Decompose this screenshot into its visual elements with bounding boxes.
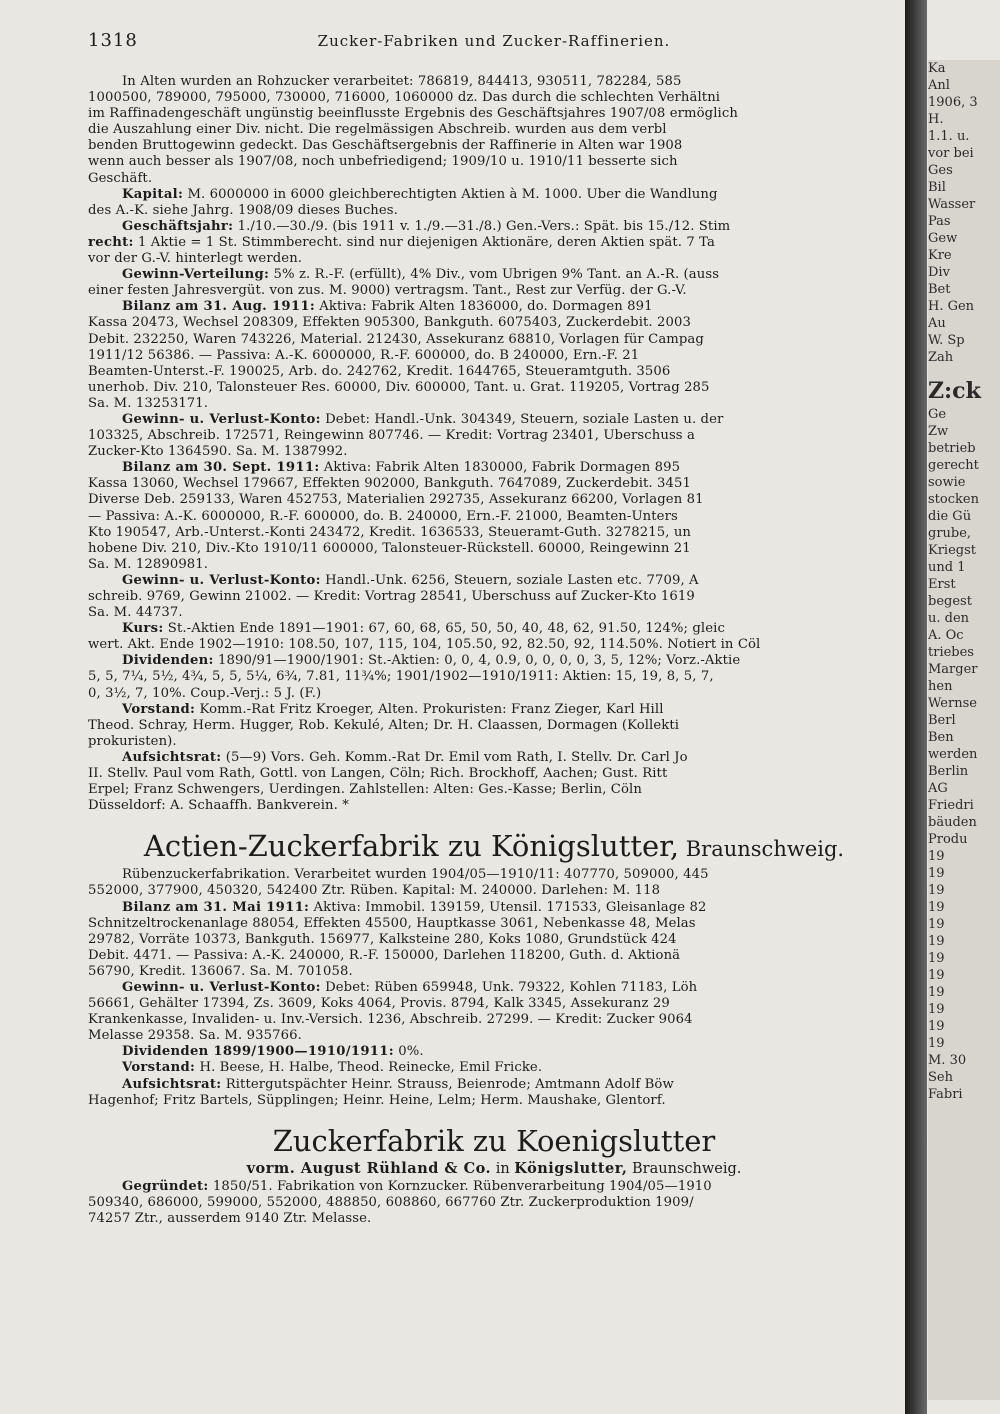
side-text-line: Wernse [928, 696, 977, 711]
entry-heading: Kapital: [122, 186, 184, 202]
line-text: 552000, 377900, 450320, 542400 Ztr. Rüben. Kapital: M. 240000. Darlehen: M. 118 [88, 883, 661, 899]
text-line [88, 348, 900, 364]
line-text: 1./10.—30./9. (bis 1911 v. 1./9.—31./8.) Gen.-Vers.: Spät. bis 15./12. Stim [233, 218, 731, 234]
side-text-line: betrieb [928, 441, 976, 456]
entry-heading: Geschäftsjahr: [122, 218, 234, 234]
text-line [88, 980, 900, 996]
side-text-line: vor bei [928, 146, 974, 161]
text-line [88, 964, 900, 980]
side-text-line: Friedri [928, 798, 974, 813]
line-text: hobene Div. 210, Div.-Kto 1910/11 600000, Talonsteuer-Rückstell. 60000, Reingewinn 21 [88, 540, 691, 556]
line-text: Kassa 13060, Wechsel 179667, Effekten 902000, Bankguth. 7647089, Zuckerdebit. 3451 [88, 476, 691, 492]
text-line [88, 621, 900, 637]
side-text-line: Gew [928, 231, 958, 246]
side-text-line: Kre [928, 248, 952, 263]
text-line [88, 299, 900, 315]
side-text-line: 19 [928, 951, 945, 966]
line-text: Zucker-Kto 1364590. Sa. M. 1387992. [88, 444, 348, 460]
side-text-line: sowie [928, 475, 966, 490]
side-text-line: 1906, 3 [928, 95, 978, 110]
line-text: St.-Aktien Ende 1891—1901: 67, 60, 68, 65, 50, 50, 40, 48, 62, 91.50, 124%; gleic [163, 621, 725, 637]
side-text-line: 19 [928, 917, 945, 932]
side-text-line: Wasser [928, 197, 976, 212]
line-text: Debet: Rüben 659948, Unk. 79322, Kohlen 71183, Löh [320, 979, 698, 995]
text-line [88, 541, 900, 557]
text-line [88, 187, 900, 203]
side-text-line: 1.1. u. [928, 129, 970, 144]
side-text-line: Div [928, 265, 950, 280]
line-text: In Alten wurden an Rohzucker verarbeitet: 786819, 844413, 930511, 782284, 585 [122, 74, 682, 89]
text-line [88, 444, 900, 460]
entry-heading: Gewinn- u. Verlust-Konto: [122, 979, 321, 995]
line-text: 56661, Gehälter 17394, Zs. 3609, Koks 4064, Provis. 8794, Kalk 3345, Assekuranz 29 [88, 996, 670, 1012]
side-text-line: 19 [928, 849, 945, 864]
text-line [88, 686, 900, 702]
text-line [88, 1028, 900, 1044]
line-text: Schnitzeltrockenanlage 88054, Effekten 45500, Hauptkasse 3061, Nebenkasse 48, Melas [88, 915, 696, 931]
line-text: H. Beese, H. Halbe, Theod. Reinecke, Emil Fricke. [195, 1060, 543, 1076]
side-text-line: 19 [928, 883, 945, 898]
line-text: Aktiva: Fabrik Alten 1830000, Fabrik Dormagen 895 [319, 460, 681, 476]
line-text: 1890/91—1900/1901: St.-Aktien: 0, 0, 4, 0.9, 0, 0, 0, 0, 3, 5, 12%; Vorz.-Aktie [213, 653, 741, 669]
side-text-line: 19 [928, 985, 945, 1000]
section-alten-report [88, 74, 900, 814]
line-text: Krankenkasse, Invaliden- u. Inv.-Versich. 1236, Abschreib. 27299. — Kredit: Zucker 9064 [88, 1012, 693, 1028]
line-text: Geschäft. [88, 170, 153, 186]
text-line [88, 219, 900, 235]
side-text-line: hen [928, 679, 953, 694]
text-line [88, 364, 900, 380]
entry-heading: Bilanz am 30. Sept. 1911: [122, 460, 320, 476]
text-line [88, 380, 900, 396]
section-zuckerfabrik-koenigslutter [88, 1179, 900, 1227]
side-text-line: Ges [928, 163, 953, 178]
line-text: Beamten-Unterst.-F. 190025, Arb. do. 242762, Kredit. 1644765, Steueramtguth. 3506 [88, 363, 671, 379]
company-title-text: Zuckerfabrik zu Koenigslutter [272, 1123, 716, 1158]
company-title-zuckerfabrik-koenigslutter [88, 1123, 900, 1159]
side-text-line: Pas [928, 214, 951, 229]
line-text: Sa. M. 12890981. [88, 556, 209, 572]
line-text: Hagenhof; Fritz Bartels, Süpplingen; Heinr. Heine, Lelm; Herm. Maushake, Glentorf. [88, 1092, 666, 1108]
entry-heading: Gegründet: [122, 1178, 209, 1194]
text-line [88, 734, 900, 750]
line-text: Melasse 29358. Sa. M. 935766. [88, 1028, 302, 1044]
text-line [88, 283, 900, 299]
text-line [88, 171, 900, 187]
line-text: benden Bruttogewinn gedeckt. Das Geschäftsergebnis der Raffinerie in Alten war 1908 [88, 138, 683, 154]
section-actien-zuckerfabrik [88, 867, 900, 1108]
side-text-line: Seh [928, 1070, 953, 1085]
entry-heading: Gewinn-Verteilung: [122, 267, 270, 283]
line-text: Theod. Schray, Herm. Hugger, Rob. Kekulé, Alten; Dr. H. Claassen, Dormagen (Kollekti [88, 717, 680, 733]
line-text: Rittergutspächter Heinr. Strauss, Beienrode; Amtmann Adolf Böw [221, 1076, 674, 1092]
line-text: Aktiva: Fabrik Alten 1836000, do. Dormagen 891 [315, 299, 653, 315]
side-text-line: Bet [928, 282, 951, 297]
line-text: 5% z. R.-F. (erfüllt), 4% Div., vom Übrigen 9% Tant. an A.-R. (auss [269, 267, 720, 283]
text-line [88, 573, 900, 589]
text-line [88, 750, 900, 766]
text-line [88, 525, 900, 541]
side-text-line: Au [928, 316, 946, 331]
text-line [88, 476, 900, 492]
entry-heading: recht: [88, 234, 134, 250]
line-text: 74257 Ztr., ausserdem 9140 Ztr. Melasse. [88, 1210, 372, 1226]
side-text-line: W. Sp [928, 333, 965, 348]
line-text: im Raffinadengeschäft ungünstig beeinflusste Ergebnis des Geschäftsjahres 1907/08 ermöglich [88, 106, 738, 122]
running-header [88, 30, 900, 56]
company-subtitle-former: vorm. August Rühland & Co. [246, 1159, 492, 1177]
text-line [88, 154, 900, 170]
text-line [88, 90, 900, 106]
side-text-line: gerecht [928, 458, 979, 473]
line-text: 103325, Abschreib. 172571, Reingewinn 807746. — Kredit: Vortrag 23401, Überschuss a [88, 428, 695, 444]
company-title-text: Actien-Zuckerfabrik zu Königslutter, [143, 829, 680, 864]
line-text: des A.-K. siehe Jahrg. 1908/09 dieses Buches. [88, 202, 398, 218]
entry-heading: Gewinn- u. Verlust-Konto: [122, 572, 321, 588]
line-text: Kassa 20473, Wechsel 208309, Effekten 905300, Bankguth. 6075403, Zuckerdebit. 2003 [88, 315, 691, 331]
entry-heading: Aufsichtsrat: [122, 749, 222, 765]
line-text: 5, 5, 7¼, 5½, 4¾, 5, 5, 5¼, 6¾, 7.81, 11¾%; 1901/1902—1910/1911: Aktien: 15, 19, 8, 5, 7, [88, 669, 714, 685]
text-line [88, 702, 900, 718]
text-line [88, 428, 900, 444]
line-text: 56790, Kredit. 136067. Sa. M. 701058. [88, 963, 353, 979]
side-text-line: Produ [928, 832, 968, 847]
side-text-line: AG [928, 781, 948, 796]
side-text-line: Zah [928, 350, 954, 365]
line-text: Debit. 232250, Waren 743226, Material. 212430, Assekuranz 68810, Vorlagen für Campag [88, 331, 704, 347]
text-line [88, 766, 900, 782]
text-line [88, 798, 900, 814]
line-text: einer festen Jahresvergüt. von zus. M. 9000) vertragsm. Tant., Rest zur Verfüg. der G.-V. [88, 283, 687, 299]
company-subtitle [88, 1159, 900, 1179]
entry-heading: Vorstand: [122, 1060, 196, 1076]
text-line [88, 916, 900, 932]
line-text: 509340, 686000, 599000, 552000, 488850, 608860, 667760 Ztr. Zuckerproduktion 1909/ [88, 1194, 694, 1210]
side-text-line: u. den [928, 611, 970, 626]
line-text: 0, 3½, 7, 10%. Coup.-Verj.: 5 J. (F.) [88, 685, 322, 701]
line-text: wert. Akt. Ende 1902—1910: 108.50, 107, 115, 104, 105.50, 92, 82.50, 92, 114.50%. Notiert in Cöl [88, 637, 761, 653]
line-text: vor der G.-V. hinterlegt werden. [88, 251, 303, 267]
line-text: Handl.-Unk. 6256, Steuern, soziale Lasten etc. 7709, A [320, 572, 699, 588]
line-text: II. Stellv. Paul vom Rath, Gottl. von Langen, Cöln; Rich. Brockhoff, Aachen; Gust. Ritt [88, 766, 668, 782]
running-title: Zucker-Fabriken und Zucker-Raffinerien. [317, 32, 671, 50]
line-text: Düsseldorf: A. Schaaffh. Bankverein. * [88, 798, 349, 814]
side-text-line: 19 [928, 1019, 945, 1034]
line-text: 29782, Vorräte 10373, Bankguth. 156977, Kalksteine 280, Koks 1080, Grundstück 424 [88, 931, 677, 947]
entry-heading: Kurs: [122, 621, 164, 637]
side-text-line: Kriegst [928, 543, 976, 558]
side-text-line: 19 [928, 866, 945, 881]
text-line [88, 605, 900, 621]
company-title-actien-zuckerfabrik [88, 828, 900, 867]
text-line [88, 251, 900, 267]
line-text: Rübenzuckerfabrikation. Verarbeitet wurden 1904/05—1910/11: 407770, 509000, 445 [122, 867, 709, 883]
line-text: (5—9) Vors. Geh. Komm.-Rat Dr. Emil vom Rath, I. Stellv. Dr. Carl Jo [221, 749, 688, 765]
text-line [88, 589, 900, 605]
side-text-line: Zw [928, 424, 949, 439]
line-text: Debet: Handl.-Unk. 304349, Steuern, soziale Lasten u. der [320, 411, 724, 427]
entry-heading: Aufsichtsrat: [122, 1076, 222, 1092]
line-text: Aktiva: Immobil. 139159, Utensil. 171533, Gleisanlage 82 [309, 899, 707, 915]
text-line [88, 883, 900, 899]
entry-heading: Bilanz am 31. Mai 1911: [122, 899, 310, 915]
text-line [88, 637, 900, 653]
line-text: 1850/51. Fabrikation von Kornzucker. Rübenverarbeitung 1904/05—1910 [208, 1178, 712, 1194]
side-text-line: Ka [928, 61, 946, 76]
text-line [88, 1044, 900, 1060]
side-text-line: 19 [928, 900, 945, 915]
text-line [88, 74, 900, 90]
text-line [88, 1195, 900, 1211]
text-line [88, 557, 900, 573]
side-text-line: Ge [928, 407, 947, 422]
text-line [88, 203, 900, 219]
side-text-line: Anl [928, 78, 950, 93]
line-text: Kto 190547, Arb.-Unterst.-Konti 243472, Kredit. 1636533, Steueramt-Guth. 3278215, un [88, 524, 692, 540]
text-line [88, 1060, 900, 1076]
side-text-line: die Gü [928, 509, 972, 524]
text-line [88, 332, 900, 348]
side-text-line: Z:ck [928, 378, 981, 404]
text-line [88, 1179, 900, 1195]
side-text-line: Berlin [928, 764, 969, 779]
line-text: schreib. 9769, Gewinn 21002. — Kredit: Vortrag 28541, Überschuss auf Zucker-Kto 1619 [88, 589, 695, 604]
line-text: unerhob. Div. 210, Talonsteuer Res. 60000, Div. 600000, Tant. u. Grat. 119205, Vortrag 285 [88, 379, 710, 395]
side-text-line: bäuden [928, 815, 977, 830]
line-text: 1000500, 789000, 795000, 730000, 716000, 1060000 dz. Das durch die schlechten Verhältni [88, 90, 721, 106]
company-location: Braunschweig. [679, 837, 845, 862]
entry-heading: Gewinn- u. Verlust-Konto: [122, 411, 321, 427]
company-subtitle-region: Braunschweig. [627, 1160, 742, 1177]
text-line [88, 932, 900, 948]
side-text-line: H. [928, 112, 944, 127]
side-text-line: H. Gen [928, 299, 975, 314]
line-text: Debit. 4471. — Passiva: A.-K. 240000, R.-F. 150000, Darlehen 118200, Guth. d. Aktionä [88, 947, 681, 963]
text-line [88, 782, 900, 798]
line-text: 0%. [393, 1044, 424, 1060]
side-text-line: stocken [928, 492, 979, 507]
text-line [88, 509, 900, 525]
line-text: Komm.-Rat Fritz Kroeger, Alten. Prokuristen: Franz Zieger, Karl Hill [195, 701, 664, 717]
entry-heading: Bilanz am 31. Aug. 1911: [122, 299, 315, 315]
text-line [88, 267, 900, 283]
text-line [88, 867, 900, 883]
text-line [88, 1093, 900, 1109]
line-text: Diverse Deb. 259133, Waren 452753, Materialien 292735, Assekuranz 66200, Vorlagen 81 [88, 492, 704, 508]
side-text-line: 19 [928, 1036, 945, 1051]
text-line [88, 900, 900, 916]
side-text-line: triebes [928, 645, 974, 660]
text-line [88, 412, 900, 428]
entry-heading: Dividenden: [122, 653, 214, 669]
line-text: Sa. M. 44737. [88, 605, 183, 621]
side-text-line: Ben [928, 730, 954, 745]
line-text: — Passiva: A.-K. 6000000, R.-F. 600000, do. B. 240000, Ern.-F. 21000, Beamten-Unters [88, 508, 678, 524]
page-number: 1318 [88, 30, 138, 51]
text-line [88, 235, 900, 251]
side-text-line: A. Oc [928, 628, 964, 643]
line-text: 1 Aktie = 1 St. Stimmberecht. sind nur diejenigen Aktionäre, deren Aktien spät. 7 Ta [133, 234, 715, 250]
entry-heading: Vorstand: [122, 701, 196, 717]
text-line [88, 1211, 900, 1227]
entry-heading: Dividenden 1899/1900—1910/1911: [122, 1044, 394, 1060]
company-subtitle-in: in [491, 1160, 515, 1177]
text-line [88, 653, 900, 669]
line-text: die Auszahlung einer Div. nicht. Die regelmässigen Abschreib. wurden aus dem verbl [88, 122, 667, 138]
text-line [88, 1012, 900, 1028]
side-text-line: werden [928, 747, 978, 762]
line-text: 1911/12 56386. — Passiva: A.-K. 6000000, R.-F. 600000, do. B 240000, Ern.-F. 21 [88, 347, 640, 363]
text-line [88, 492, 900, 508]
side-text-line: begest [928, 594, 972, 609]
side-text-line: 19 [928, 1002, 945, 1017]
text-line [88, 718, 900, 734]
company-subtitle-place: Königslutter, [514, 1159, 628, 1177]
text-line [88, 315, 900, 331]
side-text-line: Berl [928, 713, 956, 728]
text-line [88, 138, 900, 154]
main-column [88, 30, 900, 1400]
line-text: prokuristen). [88, 733, 177, 749]
side-text-line: Marger [928, 662, 978, 677]
side-text-line: Bil [928, 180, 946, 195]
line-text: M. 6000000 in 6000 gleichberechtigten Aktien à M. 1000. Über die Wandlung [183, 186, 718, 202]
text-line [88, 669, 900, 685]
text-line [88, 106, 900, 122]
side-text-line: 19 [928, 968, 945, 983]
side-text-line: M. 30 [928, 1053, 967, 1068]
text-line [88, 948, 900, 964]
text-line [88, 1077, 900, 1093]
side-text-line: 19 [928, 934, 945, 949]
line-text: Erpel; Franz Schwengers, Uerdingen. Zahlstellen: Alten: Ges.-Kasse; Berlin, Cöln [88, 782, 642, 798]
text-line [88, 996, 900, 1012]
book-gutter-shadow [905, 0, 927, 1414]
line-text: Sa. M. 13253171. [88, 395, 209, 411]
side-text-line: grube, [928, 526, 972, 541]
facing-page-fragment [928, 60, 1000, 1400]
line-text: wenn auch besser als 1907/08, noch unbefriedigend; 1909/10 u. 1910/11 besserte sich [88, 154, 678, 170]
side-text-line: Fabri [928, 1087, 963, 1102]
text-line [88, 460, 900, 476]
side-text-line: und 1 [928, 560, 966, 575]
side-text-line: Erst [928, 577, 956, 592]
text-line [88, 396, 900, 412]
text-line [88, 122, 900, 138]
